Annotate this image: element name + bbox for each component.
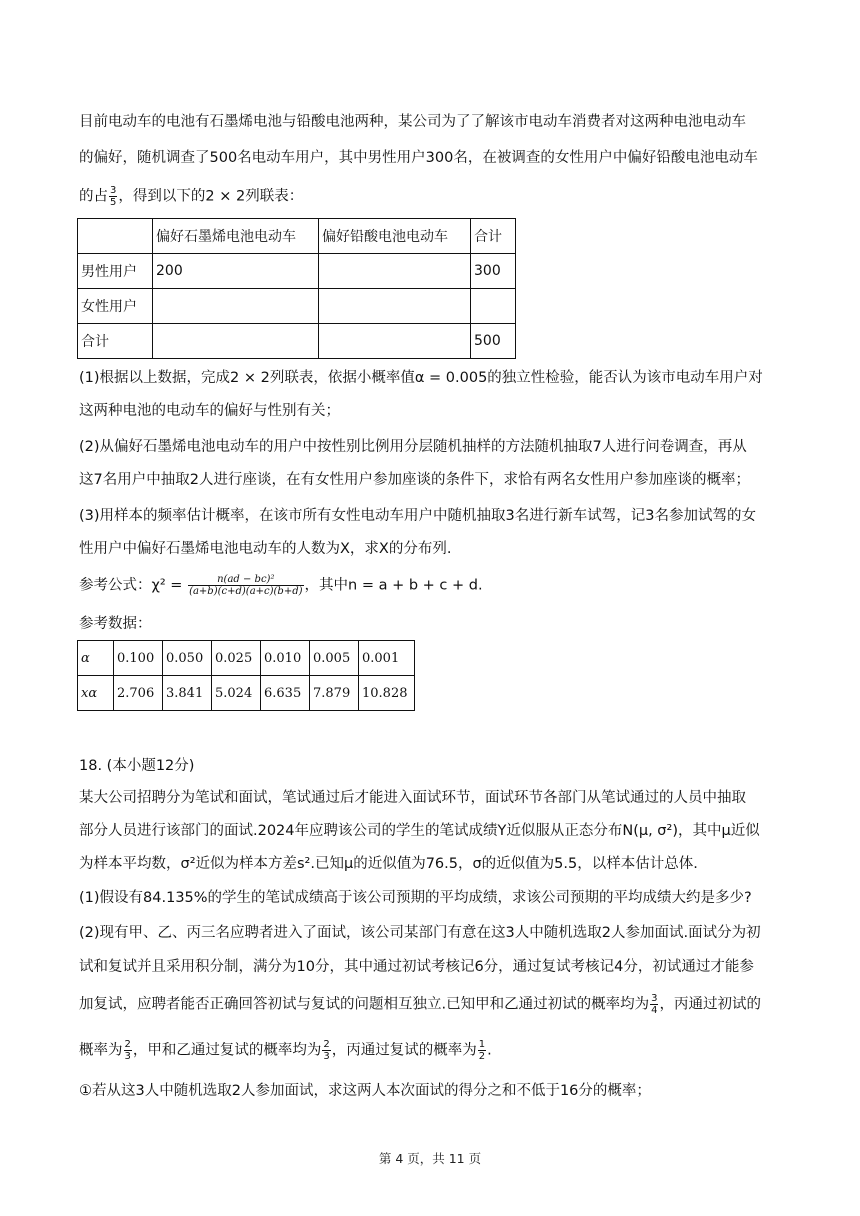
paragraph-line <box>79 1039 492 1062</box>
table-cell: 200 <box>153 254 319 289</box>
text-fragment: ，丙通过复试的概率为 <box>331 1042 477 1059</box>
table-header-cell <box>78 219 153 254</box>
ref-data-label: 参考数据： <box>79 616 152 632</box>
question-line: ①若从这3人中随机选取2人参加面试，求这两人本次面试的得分之和不低于16分的概率； <box>79 1083 651 1099</box>
formula-label: 参考公式：χ² = <box>79 577 188 594</box>
fraction-denominator: 3 <box>323 1051 330 1062</box>
formula-fraction <box>188 574 303 597</box>
paragraph-line: 目前电动车的电池有石墨烯电池与铅酸电池两种，某公司为了了解该市电动车消费者对这两种电池电动车 <box>79 114 746 130</box>
page-footer: 第 4 页，共 11 页 <box>378 1151 482 1166</box>
fraction-numerator: n(ad − bc)² <box>188 574 303 586</box>
question-line: (3)用样本的频率估计概率，在该市所有女性电动车用户中随机抽取3名进行新车试驾，记3名参加试驾的女 <box>79 508 756 524</box>
table-row <box>78 254 516 289</box>
reference-data-table <box>77 640 415 711</box>
fraction <box>650 993 658 1016</box>
table-cell: 男性用户 <box>78 254 153 289</box>
paragraph-line: 试和复试并且采用积分制，满分为10分，其中通过初试考核记6分，通过复试考核记4分，初试通过才能参 <box>79 959 754 975</box>
formula-tail: ，其中n = a + b + c + d. <box>304 577 483 594</box>
fraction <box>124 1039 132 1062</box>
table-cell: 5.024 <box>212 676 261 711</box>
text-fragment: 加复试，应聘者能否正确回答初试与复试的问题相互独立.已知甲和乙通过初试的概率均为 <box>79 996 650 1013</box>
table-row <box>78 324 516 359</box>
fraction <box>322 1039 330 1062</box>
contingency-table <box>77 218 516 359</box>
text-fragment: ，甲和乙通过复试的概率均为 <box>132 1042 322 1059</box>
table-cell: 300 <box>471 254 516 289</box>
table-cell: 0.025 <box>212 641 261 676</box>
fraction-numerator: 3 <box>110 185 117 196</box>
text-fragment: . <box>487 1042 492 1059</box>
paragraph-line: 部分人员进行该部门的面试.2024年应聘该公司的学生的笔试成绩Y近似服从正态分布N(μ, σ²)，其中μ近似 <box>79 823 760 839</box>
table-cell: 10.828 <box>359 676 415 711</box>
question-line: 这7名用户中抽取2人进行座谈，在有女性用户参加座谈的条件下，求恰有两名女性用户参加座谈的概率； <box>79 472 750 488</box>
table-header-cell: 偏好石墨烯电池电动车 <box>153 219 319 254</box>
table-cell: 3.841 <box>163 676 212 711</box>
table-cell: 女性用户 <box>78 289 153 324</box>
fraction-numerator: 3 <box>651 993 658 1004</box>
problem-header: 18. (本小题12分) <box>79 758 195 774</box>
table-row <box>78 289 516 324</box>
text-fragment: 的占 <box>79 188 108 205</box>
table-cell: 6.635 <box>261 676 310 711</box>
paragraph-line <box>79 993 761 1016</box>
text-fragment: ，丙通过初试的 <box>659 996 761 1013</box>
table-header-cell: 合计 <box>471 219 516 254</box>
table-cell: 7.879 <box>310 676 359 711</box>
table-cell: 合计 <box>78 324 153 359</box>
question-line: (2)从偏好石墨烯电池电动车的用户中按性别比例用分层随机抽样的方法随机抽取7人进行问卷调查，再从 <box>79 439 747 455</box>
table-cell: 0.005 <box>310 641 359 676</box>
table-cell <box>153 289 319 324</box>
fraction-denominator: 3 <box>124 1051 131 1062</box>
fraction <box>478 1039 486 1062</box>
fraction-numerator: 2 <box>323 1039 330 1050</box>
paragraph-line: 为样本平均数，σ²近似为样本方差s².已知μ的近似值为76.5，σ的近似值为5.5，以样本估计总体. <box>79 856 698 872</box>
formula-line <box>79 574 483 597</box>
table-cell: 0.001 <box>359 641 415 676</box>
table-cell <box>319 254 471 289</box>
paragraph-line: 某大公司招聘分为笔试和面试，笔试通过后才能进入面试环节，面试环节各部门从笔试通过的人员中抽取 <box>79 790 746 806</box>
table-row <box>78 676 415 711</box>
table-cell <box>153 324 319 359</box>
fraction-numerator: 2 <box>124 1039 131 1050</box>
question-line: 性用户中偏好石墨烯电池电动车的人数为X，求X的分布列. <box>79 541 452 557</box>
fraction-denominator: 2 <box>478 1051 486 1062</box>
table-cell: α <box>78 641 114 676</box>
text-fragment: ，得到以下的2 × 2列联表： <box>118 188 304 205</box>
fraction-denominator: 5 <box>110 197 117 208</box>
fraction-numerator: 1 <box>478 1039 486 1050</box>
table-cell: 0.100 <box>114 641 163 676</box>
table-cell: 0.010 <box>261 641 310 676</box>
fraction-denominator: 4 <box>651 1005 658 1016</box>
table-cell <box>319 324 471 359</box>
fraction <box>109 185 117 208</box>
table-cell: 2.706 <box>114 676 163 711</box>
table-header-row <box>78 219 516 254</box>
question-line: (1)假设有84.135%的学生的笔试成绩高于该公司预期的平均成绩，求该公司预期的平均成绩大约是多少? <box>79 890 752 906</box>
question-line: (1)根据以上数据，完成2 × 2列联表，依据小概率值α = 0.005的独立性检验，能否认为该市电动车用户对 <box>79 370 763 386</box>
paragraph-line: 的偏好，随机调查了500名电动车用户，其中男性用户300名，在被调查的女性用户中偏好铅酸电池电动车 <box>79 150 758 166</box>
table-row <box>78 641 415 676</box>
table-cell: xα <box>78 676 114 711</box>
table-cell <box>319 289 471 324</box>
paragraph-line <box>79 185 303 208</box>
question-line: 这两种电池的电动车的偏好与性别有关； <box>79 403 340 419</box>
table-cell <box>471 289 516 324</box>
table-header-cell: 偏好铅酸电池电动车 <box>319 219 471 254</box>
table-cell: 500 <box>471 324 516 359</box>
text-fragment: 概率为 <box>79 1042 123 1059</box>
question-line: (2)现有甲、乙、丙三名应聘者进入了面试，该公司某部门有意在这3人中随机选取2人参加面试.面试分为初 <box>79 925 761 941</box>
table-cell: 0.050 <box>163 641 212 676</box>
fraction-denominator: (a+b)(c+d)(a+c)(b+d) <box>189 586 303 597</box>
